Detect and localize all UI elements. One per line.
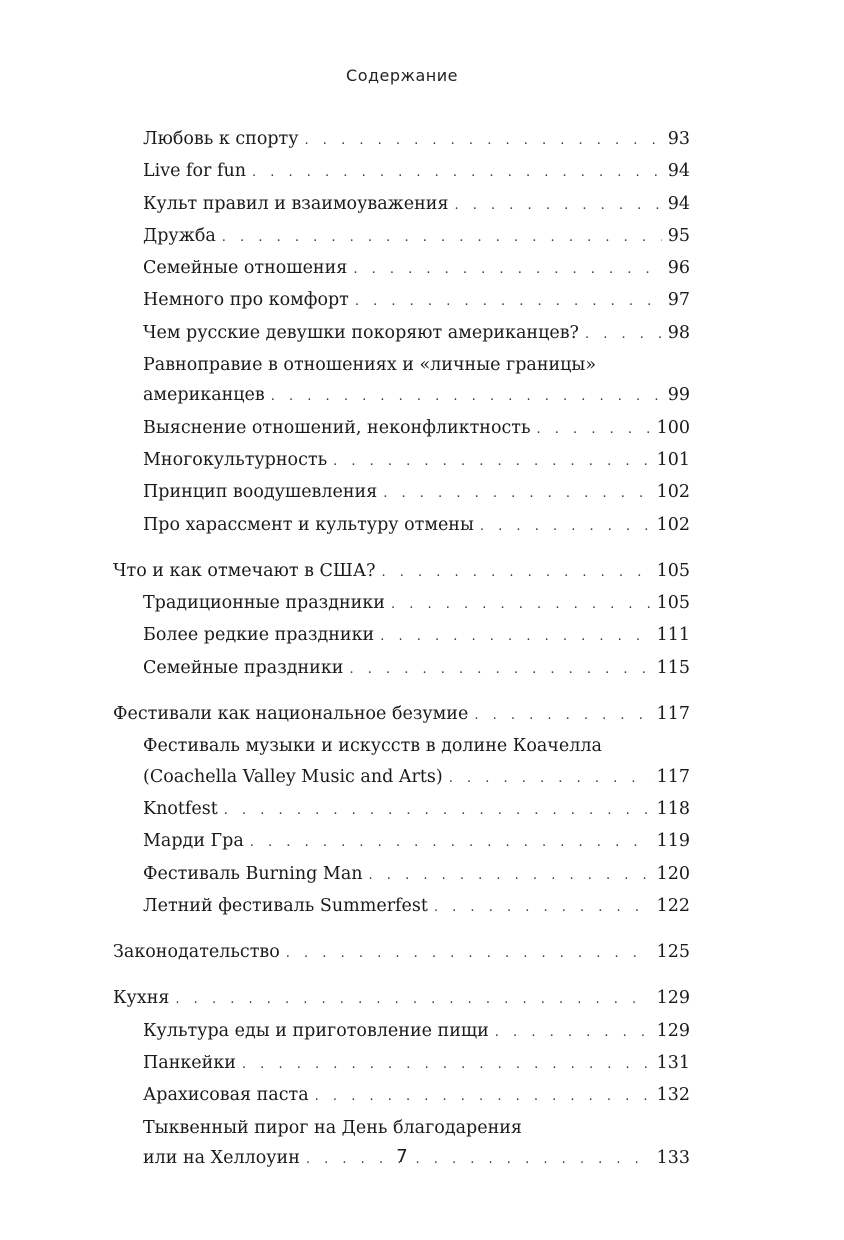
toc-entry-page: 129 xyxy=(656,988,690,1009)
toc-entry-title: Многокультурность xyxy=(143,449,328,470)
toc-subsection-entry[interactable] xyxy=(143,318,690,350)
toc-entry-page: 96 xyxy=(667,258,690,279)
toc-entry-title: Культ правил и взаимоуважения xyxy=(143,193,449,214)
toc-entry-page: 129 xyxy=(656,1020,690,1041)
toc-subsection-entry[interactable] xyxy=(143,413,690,445)
toc-entry-title: Культура еды и приготовление пищи xyxy=(143,1020,489,1041)
toc-entry-page: 102 xyxy=(656,482,690,503)
toc-entry-title: Законодательство xyxy=(113,942,280,963)
toc-entry-row xyxy=(143,1016,690,1048)
toc-subsection-entry[interactable] xyxy=(143,588,690,620)
toc-subsection-entry[interactable] xyxy=(143,1080,690,1112)
dot-leader xyxy=(537,415,651,445)
toc-entry-title: американцев xyxy=(143,385,265,406)
toc-entry-row xyxy=(143,891,690,923)
toc-entry-title: Принцип воодушевления xyxy=(143,482,378,503)
dot-leader xyxy=(286,939,651,969)
dot-leader xyxy=(333,447,651,477)
toc-entry-title: Knotfest xyxy=(143,798,218,819)
toc-entry-title: Немного про комфорт xyxy=(143,290,349,311)
toc-entry-row xyxy=(143,253,690,285)
toc-section xyxy=(0,124,844,542)
toc-entry-page: 94 xyxy=(667,161,690,182)
toc-subsection-entry[interactable] xyxy=(143,221,690,253)
toc-subsection-entry[interactable] xyxy=(143,189,690,221)
toc-entry-title-line1: Тыквенный пирог на День благодарения xyxy=(143,1117,522,1138)
toc-entry-row xyxy=(143,318,690,350)
toc-entry-page: 117 xyxy=(656,704,690,725)
toc-entry-row xyxy=(113,937,690,969)
toc-entry-row xyxy=(143,859,690,891)
toc-entry-row xyxy=(143,794,690,826)
toc-entry-page: 120 xyxy=(656,863,690,884)
toc-entry-row xyxy=(113,556,690,588)
dot-leader xyxy=(455,191,662,221)
toc-subsection-entry[interactable] xyxy=(143,826,690,858)
toc-entry-title: Традиционные праздники xyxy=(143,593,385,614)
toc-entry-title-line1: Фестиваль музыки и искусств в долине Коачелла xyxy=(143,736,602,757)
toc-entry-page: 132 xyxy=(656,1085,690,1106)
toc-chapter-entry[interactable] xyxy=(113,699,690,731)
toc-subsection-entry[interactable] xyxy=(143,891,690,923)
toc-entry-page: 99 xyxy=(667,385,690,406)
toc-entry-title: Кухня xyxy=(113,988,170,1009)
dot-leader xyxy=(242,1050,651,1080)
toc-entry-row xyxy=(113,699,690,731)
dot-leader xyxy=(355,287,662,317)
dot-leader xyxy=(252,158,662,188)
toc-entry-row xyxy=(143,653,690,685)
dot-leader xyxy=(353,255,661,285)
toc-entry-page: 122 xyxy=(656,895,690,916)
toc-entry-row xyxy=(143,285,690,317)
toc-subsection-entry[interactable] xyxy=(143,794,690,826)
toc-entry-row xyxy=(143,445,690,477)
toc-entry-page: 133 xyxy=(656,1147,690,1168)
toc-entry-title: Любовь к спорту xyxy=(143,129,299,149)
toc-entry-title: Дружба xyxy=(143,225,216,246)
dot-leader xyxy=(495,1018,651,1048)
toc-entry-row xyxy=(143,189,690,221)
toc-subsection-entry[interactable] xyxy=(143,620,690,652)
toc-subsection-entry[interactable] xyxy=(143,285,690,317)
dot-leader xyxy=(271,382,662,412)
toc-entry-row xyxy=(143,1048,690,1080)
table-of-contents xyxy=(0,124,844,1189)
toc-entry-page: 125 xyxy=(656,942,690,963)
toc-entry-row xyxy=(143,380,690,412)
toc-subsection-entry[interactable] xyxy=(143,731,690,794)
toc-entry-page: 111 xyxy=(656,625,690,646)
toc-subsection-entry[interactable] xyxy=(143,859,690,891)
dot-leader xyxy=(315,1082,651,1112)
toc-entry-title: Марди Гра xyxy=(143,831,244,852)
running-head: Содержание xyxy=(346,66,458,85)
dot-leader xyxy=(222,223,662,253)
toc-subsection-entry[interactable] xyxy=(143,253,690,285)
toc-subsection-entry[interactable] xyxy=(143,445,690,477)
toc-entry-page: 117 xyxy=(656,766,690,787)
toc-subsection-entry[interactable] xyxy=(143,477,690,509)
toc-entry-title: Live for fun xyxy=(143,161,246,182)
toc-entry-page: 93 xyxy=(667,129,690,149)
toc-entry-row xyxy=(143,156,690,188)
toc-entry-page: 118 xyxy=(656,798,690,819)
toc-section xyxy=(0,937,844,969)
toc-entry-title: Фестивали как национальное безумие xyxy=(113,704,469,725)
dot-leader xyxy=(369,861,651,891)
toc-chapter-entry[interactable] xyxy=(113,937,690,969)
toc-entry-page: 94 xyxy=(667,193,690,214)
toc-entry-row xyxy=(143,413,690,445)
toc-section xyxy=(0,699,844,923)
toc-subsection-entry[interactable] xyxy=(143,1016,690,1048)
toc-entry-page: 101 xyxy=(656,449,690,470)
toc-entry-title: Семейные праздники xyxy=(143,657,344,678)
toc-entry-row xyxy=(143,124,690,156)
toc-entry-row xyxy=(143,221,690,253)
toc-entry-row xyxy=(113,983,690,1015)
toc-entry-row xyxy=(143,826,690,858)
toc-entry-page: 102 xyxy=(656,514,690,535)
toc-entry-page: 95 xyxy=(667,225,690,246)
toc-entry-title: Чем русские девушки покоряют американцев? xyxy=(143,322,579,343)
dot-leader xyxy=(349,655,650,685)
toc-entry-row xyxy=(143,762,690,794)
toc-entry-title: Фестиваль Burning Man xyxy=(143,863,363,884)
toc-entry-title: Арахисовая паста xyxy=(143,1085,309,1106)
toc-entry-page: 100 xyxy=(656,417,690,438)
toc-entry-title-line1: Равноправие в отношениях и «личные границы» xyxy=(143,355,597,376)
dot-leader xyxy=(250,828,651,858)
toc-entry-title: Выяснение отношений, неконфликтность xyxy=(143,417,531,438)
toc-entry-page: 105 xyxy=(656,593,690,614)
dot-leader xyxy=(381,558,650,588)
toc-entry-row xyxy=(143,588,690,620)
toc-entry-page: 105 xyxy=(656,560,690,581)
dot-leader xyxy=(391,590,651,620)
toc-entry-title: или на Хеллоуин xyxy=(143,1147,300,1168)
toc-subsection-entry[interactable] xyxy=(143,156,690,188)
dot-leader xyxy=(175,985,650,1015)
toc-entry-row xyxy=(143,510,690,542)
dot-leader xyxy=(224,796,651,826)
toc-entry-title: (Coachella Valley Music and Arts) xyxy=(143,766,443,787)
dot-leader xyxy=(474,701,650,731)
toc-entry-title: Про харассмент и культуру отмены xyxy=(143,514,474,535)
toc-subsection-entry[interactable] xyxy=(143,510,690,542)
toc-entry-page: 119 xyxy=(656,831,690,852)
toc-section xyxy=(0,556,844,685)
toc-entry-title: Более редкие праздники xyxy=(143,625,375,646)
dot-leader xyxy=(383,479,650,509)
toc-entry-title: Панкейки xyxy=(143,1053,236,1074)
toc-entry-title: Летний фестиваль Summerfest xyxy=(143,895,428,916)
dot-leader xyxy=(585,320,662,350)
dot-leader xyxy=(305,126,662,156)
page-number: 7 xyxy=(396,1146,408,1167)
toc-entry-row xyxy=(143,620,690,652)
toc-entry-page: 98 xyxy=(667,322,690,343)
dot-leader xyxy=(480,512,651,542)
toc-entry-row xyxy=(143,1080,690,1112)
toc-subsection-entry[interactable] xyxy=(143,1048,690,1080)
toc-chapter-entry[interactable] xyxy=(113,556,690,588)
toc-chapter-entry[interactable] xyxy=(113,983,690,1015)
toc-entry-page: 97 xyxy=(667,290,690,311)
toc-entry-title: Что и как отмечают в США? xyxy=(113,560,376,581)
toc-subsection-entry[interactable] xyxy=(143,653,690,685)
dot-leader xyxy=(449,764,651,794)
toc-subsection-entry[interactable] xyxy=(143,350,690,413)
toc-entry-page: 115 xyxy=(656,657,690,678)
dot-leader xyxy=(380,622,650,652)
toc-entry-page: 131 xyxy=(656,1053,690,1074)
toc-entry-title: Семейные отношения xyxy=(143,258,348,279)
toc-subsection-entry[interactable] xyxy=(143,124,690,156)
dot-leader xyxy=(434,893,651,923)
toc-entry-row xyxy=(143,477,690,509)
